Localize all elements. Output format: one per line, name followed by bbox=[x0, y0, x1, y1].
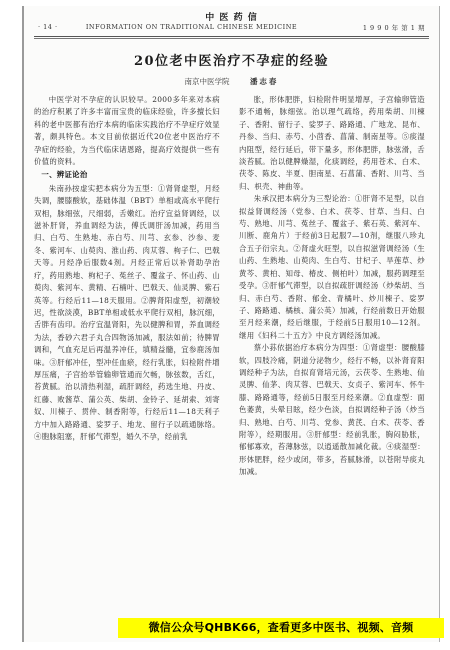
wechat-watermark-banner: 微信公众号QHBK66，查看更多中医书、视频、音频 bbox=[118, 618, 444, 638]
body-paragraph: 朱南孙按虚实把本病分为五型：①肾肾虚型，月经失调，腰膝酸软，基础体温（BBT）单相或高水平爬行双相，脉细弦，尺细弱，舌嫩红。治疗宜益肾调经，以滋补肝肾，养血调经为法，傅氏调肝汤加减，药用当归、白芍、生熟地、赤白芍、川芎、玄参、沙参、麦冬、紫河车、山萸肉、淮山药、肉苁蓉、枸子仁、巴戟天等。月经净后服数4剂。月经正常后以补肾助孕治疗，药用熟地、枸杞子、菟丝子、覆盆子、怀山药、山萸肉、紫河车、黄精、石楠叶、巴戟天、仙灵脾、紫石英等。行经后11—18天服用。②脾肾阳虚型，初潮较迟，性欲淡漠，BBT单相或低水平爬行双相，脉沉细，舌胖有齿印。治疗宜温肾阳，先以健脾和胃，养血调经为法，香砂六君子丸合四物汤加减，服法如前；待脾胃调和，气血充足后再温养冲任，填精益髓，宜参鹿汤加味。③肝郁冲任，型冲任血瘀，经行乳胀，妇检附件增厚压痛，子宫抬举管输卵管通而欠畅，脉弦数，舌红，苔黄腻。治以清热利湿，疏肝调经，药选生地、丹皮、红藤、败酱草、蒲公英、柴胡、金铃子、延胡索、刘寄奴、川楝子、贯仲、制香附等，行经后11—18天利子方中加入路路通、娑罗子、地龙、留行子以疏通脉络。④胞脉阻塞，肝郁气滞型，婚久不孕，经前乳 bbox=[34, 183, 220, 441]
running-head: 中 医 药 信 bbox=[205, 13, 258, 23]
journal-page bbox=[22, 6, 440, 642]
body-paragraph: 胀，形体肥胖，妇检附件明显增厚，子宫输卵管造影不通畅，脉细弦。治以理气疏络，药用柴胡、川楝子、香附、留行子、娑罗子、路路通、广地龙、昆布、丹参、当归、赤芍、小茴香、菖蒲、制南星等。⑤痰湿内阻型，经行延后，带下量多，形体肥胖，脉弦滑，舌淡苔腻。治以健脾燥湿，化痰调经，药用苍术、白术、茯苓、陈皮、半夏、胆南星、石菖蒲、香附、川芎、当归、枳壳、神曲等。 bbox=[239, 95, 425, 191]
section-heading: 一、辨证论治 bbox=[41, 170, 88, 180]
header-divider bbox=[34, 36, 429, 37]
article-title: 20位老中医治疗不孕症的经验 bbox=[133, 54, 330, 69]
body-paragraph: 朱承汉把本病分为三型论治：①肝肾不足型，以自拟益肾调经汤（党参、白术、茯苓、甘草、当归、白芍、熟地、川芎、菟丝子、覆盆子、紫石英、紫河车、川断、鹿角片）于经前3日起服7—10剂，继服八珍丸合五子衍宗丸。②肾虚火旺型，以自拟滋肾调经汤（生山药、生熟地、山萸肉、生白芍、甘杞子、旱莲草、炒黄芩、黄柏、知母、椿皮、侧柏叶）加减，服药调理至受孕。③肝郁气滞型，以自拟疏肝调经汤（炒柴胡、当归、赤白芍、香附、郁金、青橘叶、炒川楝子、娑罗子、路路通、橘核、蒲公英）加减，行经前数日开始服至月经来潮，经后继服，于经前5日服用10—12剂。继用《妇科二十五方》中良方调经汤加减。 bbox=[239, 194, 425, 340]
header-divider-thin bbox=[34, 38, 429, 39]
left-text-column bbox=[34, 94, 220, 443]
journal-name: INFORMATION ON TRADITIONAL CHINESE MEDICINE bbox=[85, 23, 298, 31]
byline bbox=[24, 76, 439, 87]
author-name: 潘志春 bbox=[249, 77, 279, 86]
journal-info-line bbox=[38, 23, 425, 35]
author-affiliation: 南京中医学院 bbox=[184, 77, 230, 86]
page-number: · 14 · bbox=[38, 23, 58, 31]
right-text-column bbox=[239, 94, 425, 479]
issue-number: 1 9 9 0 年 第 1 期 bbox=[362, 24, 425, 32]
body-paragraph: 蔡小荪依据治疗本病分为四型：①肾虚型：腰酸膝软，四肢冷痛，阴道分泌物少，经行不畅，以补肾育阳调经种子为法，自拟育肾培元汤，云茯苓、生熟地、仙灵脾、仙茅、肉苁蓉、巴戟天、女贞子、紫河车、怀牛膝、路路通等，经前5日服至月经来潮。②血虚型：面色萎黄，头晕目眩，经少色淡，自拟调经种子汤（炒当归、熟地、白芍、川芎、党参、黄芪、白术、茯苓、香附等），经期服用。③肝郁型：经前乳胀，胸闷胁胀，郁郁寡欢，苔薄脉弦，以逍遥散加减化裁。④痰湿型：形体肥胖，经少或闭，带多，苔腻脉滑，以苍附导痰丸加减。 bbox=[239, 343, 425, 477]
body-paragraph: 中医学对不孕症的认识较早。2000多年来对本病的治疗积累了许多丰富而宝贵的临床经验，许多擅长妇科的老中医都有治疗本病的临床实践治疗不孕症疗效显著，颇具特色。本文目前依据近代20位老中医治疗不孕症的经验，为当代临床诸恩路，提高疗效提供一些有价值的资料。 bbox=[34, 95, 220, 167]
